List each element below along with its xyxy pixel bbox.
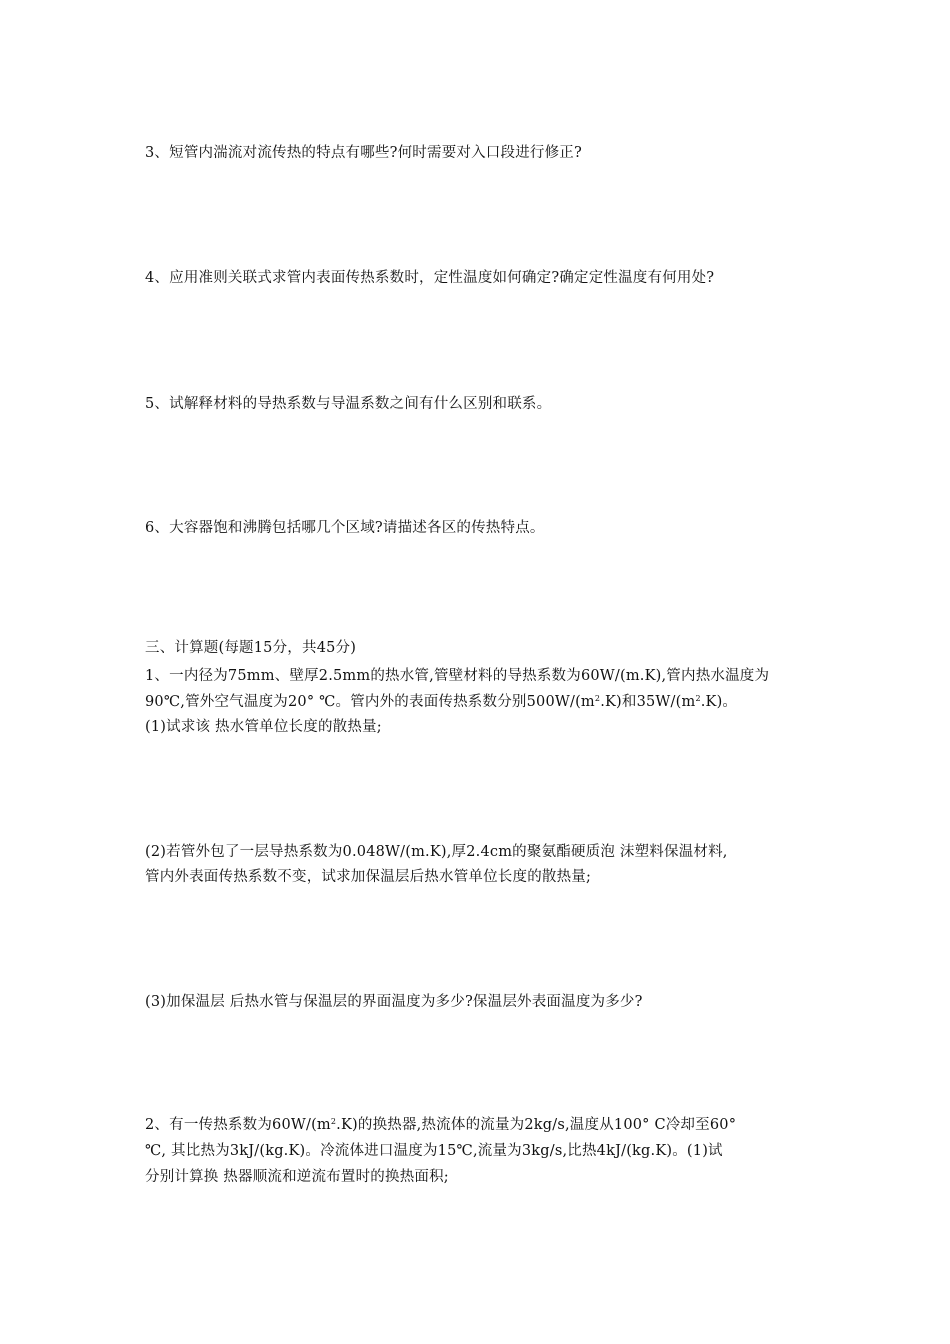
- superscript-2: 2: [330, 1117, 337, 1126]
- problem-1-part-2-line-1: (2)若管外包了一层导热系数为0.048W/(m.K),厚2.4cm的聚氨酯硬质泡 沫塑料保温材料,: [145, 844, 728, 860]
- problem-2-line-1-post: .K)的换热器,热流体的流量为2kg/s,温度从100° C冷却至60°: [336, 1117, 737, 1133]
- problem-1-part-2-line-2: 管内外表面传热系数不变，试求加保温层后热水管单位长度的散热量;: [145, 869, 592, 885]
- superscript-2: 2: [594, 694, 601, 703]
- problem-2-line-2: ℃, 其比热为3kJ/(kg.K)。冷流体进口温度为15℃,流量为3kg/s,比热4kJ/(kg.K)。(1)试: [145, 1143, 723, 1159]
- problem-2-line-3: 分别计算换 热器顺流和逆流布置时的换热面积;: [145, 1169, 449, 1185]
- question-5: 5、试解释材料的导热系数与导温系数之间有什么区别和联系。: [145, 396, 552, 412]
- question-3: 3、短管内湍流对流传热的特点有哪些?何时需要对入口段进行修正?: [145, 145, 582, 161]
- problem-1-line-2-post: .K)。: [700, 694, 738, 710]
- problem-1-part-1: (1)试求该 热水管单位长度的散热量;: [145, 719, 382, 735]
- problem-1-line-1: 1、一内径为75mm、壁厚2.5mm的热水管,管壁材料的导热系数为60W/(m.K),管内热水温度为: [145, 668, 770, 684]
- problem-2-line-1: [145, 1115, 736, 1135]
- section-heading-calc: 三、计算题(每题15分，共45分): [145, 640, 357, 656]
- problem-1-part-3: (3)加保温层 后热水管与保温层的界面温度为多少?保温层外表面温度为多少?: [145, 994, 643, 1010]
- problem-2-line-1-pre: 2、有一传热系数为60W/(m: [145, 1117, 331, 1133]
- superscript-2: 2: [695, 694, 701, 703]
- question-6: 6、大容器饱和沸腾包括哪几个区域?请描述各区的传热特点。: [145, 520, 545, 536]
- question-4: 4、应用准则关联式求管内表面传热系数时，定性温度如何确定?确定定性温度有何用处?: [145, 270, 715, 286]
- problem-1-line-2-mid: .K)和35W/(m: [600, 694, 696, 710]
- problem-1-line-2-pre: 90℃,管外空气温度为20° ℃。管内外的表面传热系数分别500W/(m: [145, 694, 595, 710]
- problem-1-line-2: [145, 692, 737, 712]
